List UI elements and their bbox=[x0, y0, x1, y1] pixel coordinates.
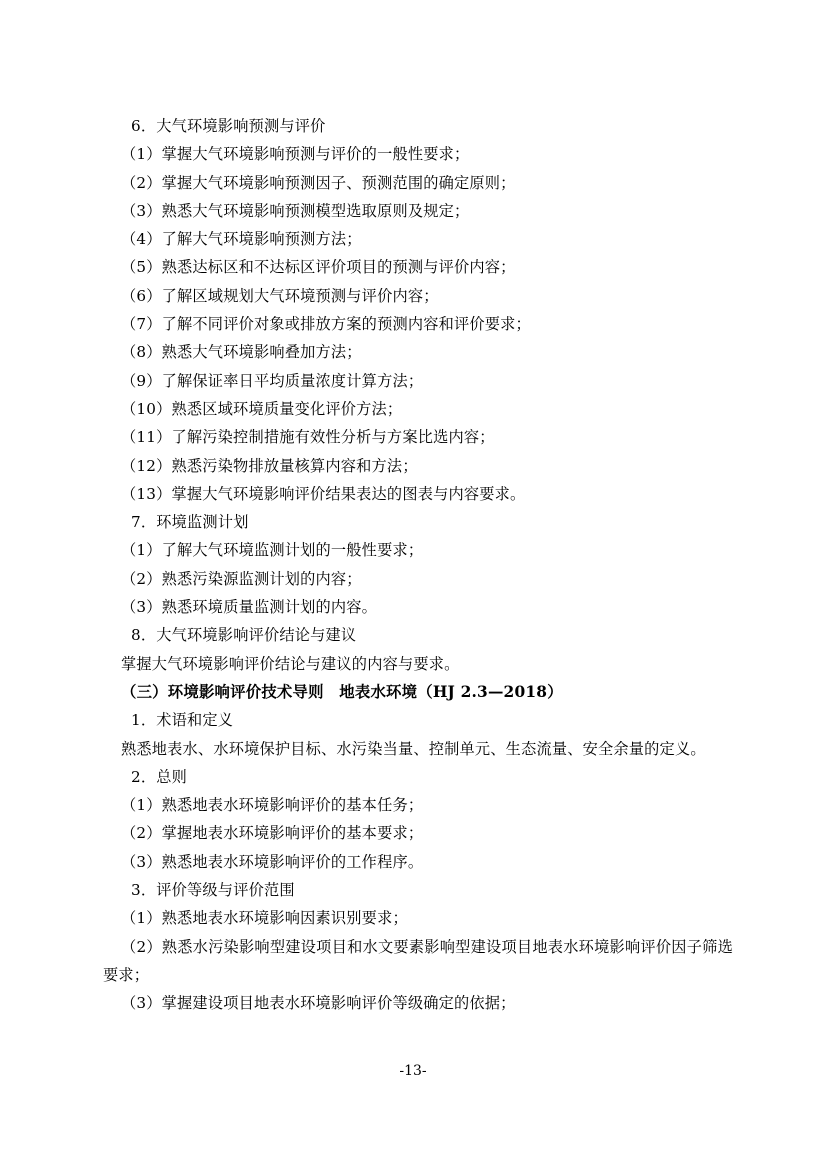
list-item: 3．评价等级与评价范围 bbox=[131, 881, 295, 900]
page-content bbox=[103, 112, 733, 1018]
list-item: （6）了解区域规划大气环境预测与评价内容； bbox=[121, 286, 439, 305]
list-item: 6．大气环境影响预测与评价 bbox=[131, 117, 326, 135]
list-item: （10）熟悉区域环境质量变化评价方法； bbox=[121, 399, 403, 418]
list-item: （3）熟悉大气环境影响预测模型选取原则及规定； bbox=[121, 201, 470, 220]
list-item: （3）熟悉地表水环境影响评价的工作程序。 bbox=[121, 852, 424, 871]
list-item: （7）了解不同评价对象或排放方案的预测内容和评价要求； bbox=[121, 315, 531, 334]
section-heading: （三）环境影响评价技术导则 地表水环境（HJ 2.3—2018） bbox=[121, 682, 563, 701]
page-number: -13- bbox=[399, 1063, 427, 1079]
list-item: （2）掌握大气环境影响预测因子、预测范围的确定原则； bbox=[121, 173, 516, 192]
paragraph: 熟悉地表水、水环境保护目标、水污染当量、控制单元、生态流量、安全余量的定义。 bbox=[121, 739, 706, 758]
list-item: （12）熟悉污染物排放量核算内容和方法； bbox=[121, 456, 418, 475]
list-item: （5）熟悉达标区和不达标区评价项目的预测与评价内容； bbox=[121, 258, 516, 277]
list-item: （13）掌握大气环境影响评价结果表达的图表与内容要求。 bbox=[121, 484, 526, 503]
list-item: （1）熟悉地表水环境影响评价的基本任务； bbox=[121, 796, 424, 815]
list-item: 2．总则 bbox=[131, 767, 188, 786]
list-item: （1）掌握大气环境影响预测与评价的一般性要求； bbox=[121, 145, 470, 164]
list-item: （2）熟悉污染源监测计划的内容； bbox=[121, 569, 362, 588]
list-item: （9）了解保证率日平均质量浓度计算方法； bbox=[121, 371, 424, 390]
list-item: （2）熟悉水污染影响型建设项目和水文要素影响型建设项目地表水环境影响评价因子筛选要求； bbox=[103, 937, 733, 984]
list-item: 7．环境监测计划 bbox=[131, 513, 249, 532]
list-item: （3）掌握建设项目地表水环境影响评价等级确定的依据； bbox=[121, 994, 516, 1013]
list-item: （1）了解大气环境监测计划的一般性要求； bbox=[121, 541, 424, 560]
paragraph: 掌握大气环境影响评价结论与建议的内容与要求。 bbox=[121, 654, 460, 673]
list-item: （1）熟悉地表水环境影响因素识别要求； bbox=[121, 909, 408, 928]
list-item: 1．术语和定义 bbox=[131, 711, 234, 730]
list-item: （8）熟悉大气环境影响叠加方法； bbox=[121, 343, 362, 362]
list-item: （4）了解大气环境影响预测方法； bbox=[121, 230, 362, 249]
list-item: （3）熟悉环境质量监测计划的内容。 bbox=[121, 598, 378, 617]
list-item: （11）了解污染控制措施有效性分析与方案比选内容； bbox=[121, 428, 495, 447]
list-item: 8．大气环境影响评价结论与建议 bbox=[131, 626, 357, 645]
list-item: （2）掌握地表水环境影响评价的基本要求； bbox=[121, 824, 424, 843]
